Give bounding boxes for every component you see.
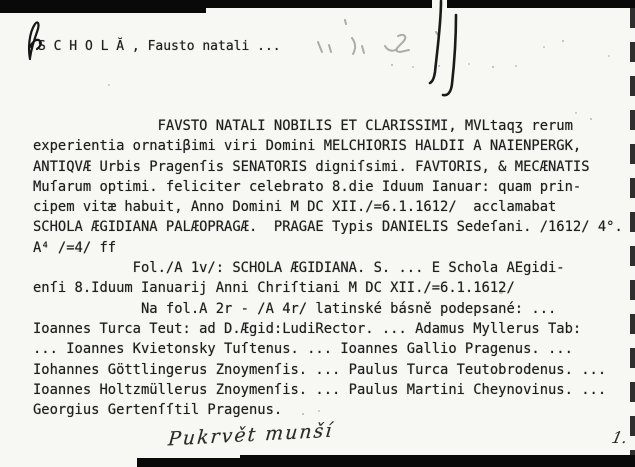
scan-border-bottom-main bbox=[240, 455, 635, 467]
typewritten-line: Ioannes Turca Teut: ad D.Ægid:LudiRector. ... Adamus Myllerus Tab: bbox=[33, 320, 582, 337]
handwritten-page-number: 1. bbox=[609, 428, 630, 447]
typewritten-line: A⁴ /=4/ ff bbox=[33, 239, 117, 256]
scan-border-bottom-thin bbox=[137, 458, 243, 467]
typewritten-line: experientia ornatiβimi viri Domini MELCHIORIS HALDII A NAIENPERGK, bbox=[33, 138, 582, 155]
typewritten-line: ... Ioannes Kvietonsky Tuſtenus. ... Ioannes Gallio Pragenus. ... bbox=[33, 341, 573, 358]
scan-border-right-edge bbox=[630, 8, 635, 455]
scan-border-top-left bbox=[0, 0, 206, 13]
typewritten-line: Fol./A 1v/: SCHOLA ÆGIDIANA. S. ... E Schola AEgidi- bbox=[33, 260, 565, 277]
scan-noise-speckles bbox=[0, 0, 2, 2]
typewritten-line: FAVSTO NATALI NOBILIS ET CLARISSIMI, MVLtaqʒ rerum bbox=[33, 118, 573, 134]
pen-stroke-vertical-icon bbox=[430, 1, 456, 95]
typewritten-line: Ioannes Holtzmüllerus Znoymenſis. ... Paulus Martini Cheynovinus. ... bbox=[33, 381, 607, 398]
typewritten-line: cipem vitæ habuit, Anno Domini M DC XII./=6.1.1612/ acclamabat bbox=[33, 199, 557, 216]
scan-border-top-right bbox=[447, 0, 635, 8]
typewritten-line: Na fol.A 2r - /A 4r/ latinské básně podepsané: ... bbox=[33, 300, 557, 317]
typewritten-line: enſi 8.Iduum Ianuarij Anni Chriſtiani M DC XII./=6.1.1612/ bbox=[33, 280, 515, 297]
typewritten-line: Muſarum optimi. feliciter celebrato 8.die Iduum Ianuar: quam prin- bbox=[33, 178, 582, 195]
typewritten-line: Georgius Gertenſſtil Pragenus. bbox=[33, 402, 283, 419]
typewritten-line: Iohannes Göttlingerus Znoymenſis. ... Paulus Turca Teutobrodenus. ... bbox=[33, 361, 607, 378]
scan-border-top-mid bbox=[204, 0, 432, 8]
typewritten-line: SCHOLA ÆGIDIANA PALÆOPRAGÆ. PRAGAE Typis DANIELIS Sedeſani. /1612/ 4°. bbox=[33, 219, 623, 236]
pencil-scribble-icon bbox=[318, 20, 438, 54]
catalog-heading: S C H O L Ă , Fausto natali ... bbox=[38, 39, 281, 54]
typewritten-body bbox=[33, 116, 623, 420]
typewritten-line: ANTIQVÆ Urbis Pragenſis SENATORIS digniſsimi. FAVTORIS, & MECÆNATIS bbox=[33, 158, 590, 175]
handwritten-note: Pukrvět munší bbox=[167, 419, 335, 451]
